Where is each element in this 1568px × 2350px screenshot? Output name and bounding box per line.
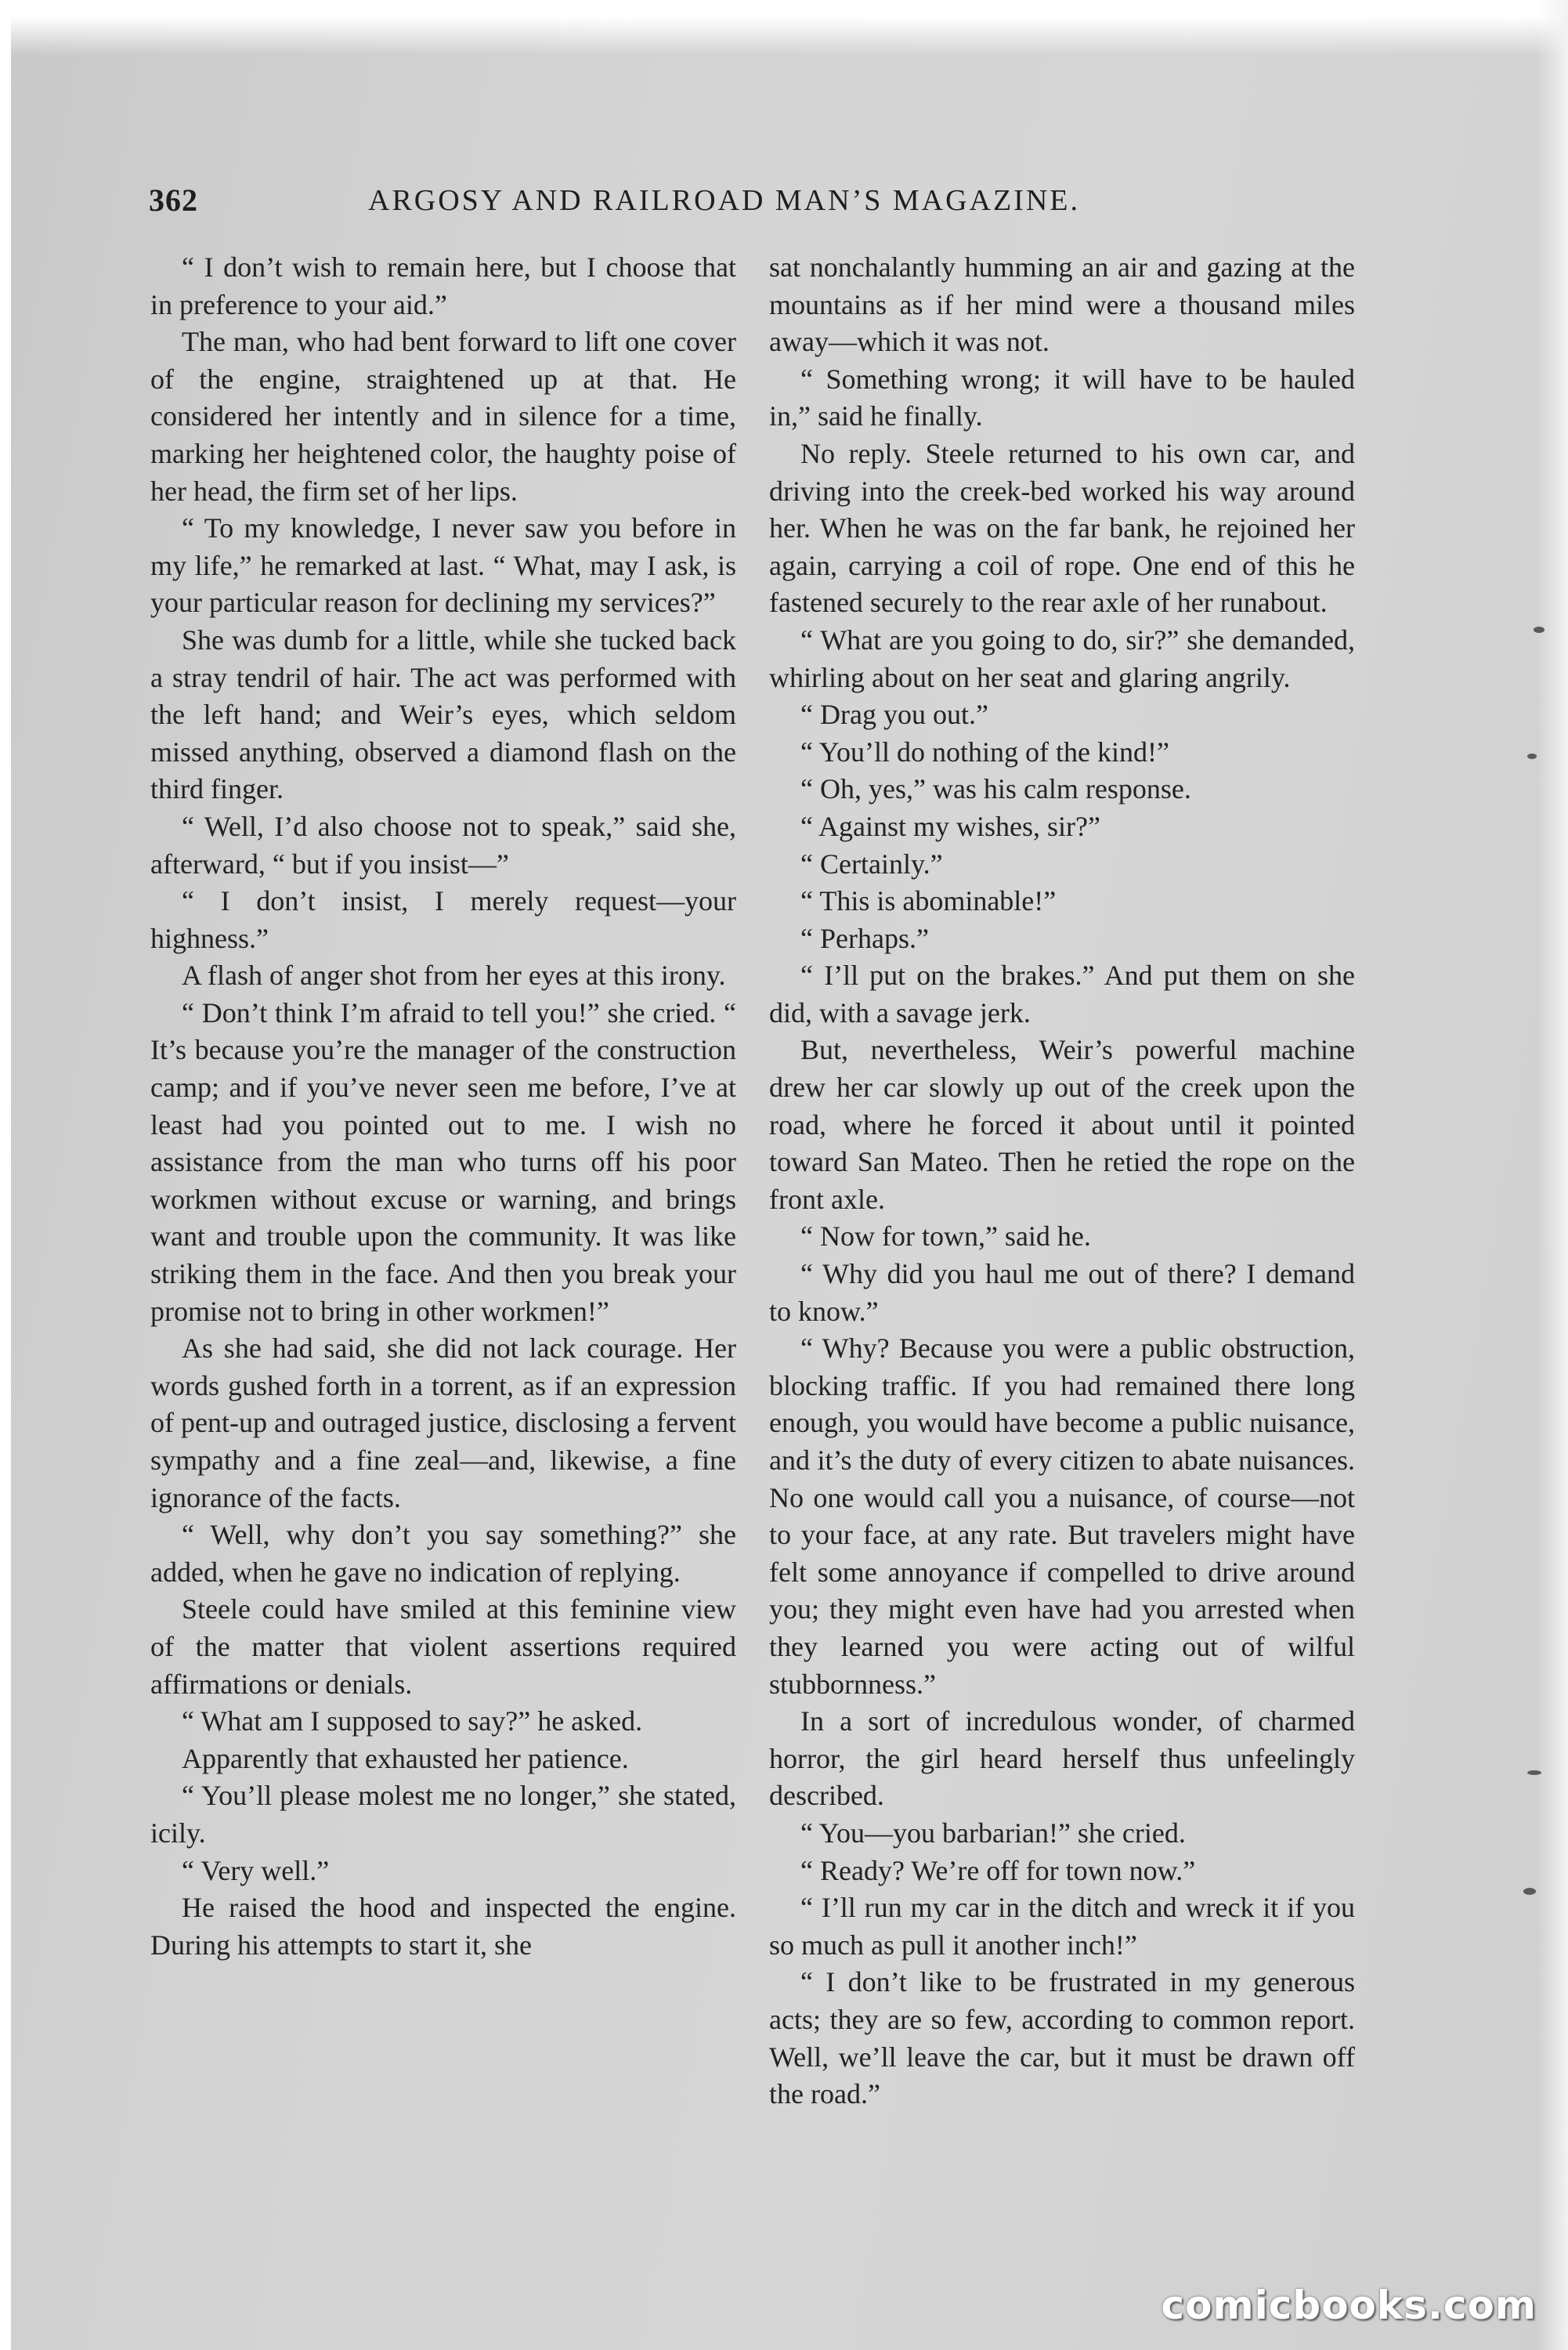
page-number: 362	[149, 183, 198, 218]
paragraph: She was dumb for a little, while she tucked back a stray tendril of hair. The act was performed with the left hand; and Weir’s eyes, which seldom missed anything, observed a diamond flash on the third finger.	[150, 624, 736, 805]
paragraph: “ Don’t think I’m afraid to tell you!” she cried. “ It’s because you’re the manager of the construction camp; and if you’ve never seen me before, I’ve at least had you pointed out to me. I wish no assistance from the man who turns off his poor workmen without excuse or warning, and brings want and trouble upon the community. It was like striking them in the face. And then you break your promise not to bring in other workmen!”	[150, 996, 736, 1327]
page-speck	[1527, 1770, 1541, 1775]
right-column	[769, 249, 1355, 2113]
paragraph: sat nonchalantly humming an air and gazing at the mountains as if her mind were a thousand miles away—which it was not.	[769, 251, 1355, 358]
paragraph: “ You’ll do nothing of the kind!”	[800, 736, 1169, 768]
paragraph: “ I’ll run my car in the ditch and wreck it if you so much as pull it another inch!”	[769, 1892, 1355, 1961]
page-speck	[1523, 1888, 1536, 1895]
paragraph: “ I don’t like to be frustrated in my generous acts; they are so few, according to common report. Well, we’ll leave the car, but it must be drawn off the road.”	[769, 1966, 1355, 2110]
paragraph: “ Oh, yes,” was his calm response.	[800, 773, 1191, 805]
paragraph: “ Well, I’d also choose not to speak,” said she, afterward, “ but if you insist—”	[150, 810, 736, 880]
paragraph: “ Very well.”	[182, 1854, 330, 1886]
paragraph: But, nevertheless, Weir’s powerful machine drew her car slowly up out of the creek upon the road, where he forced it about until it pointed toward San Mateo. Then he retied the rope on the front axle.	[769, 1034, 1355, 1215]
page-header	[149, 182, 1355, 229]
left-column	[150, 249, 736, 1964]
paragraph: “ Drag you out.”	[800, 699, 988, 731]
paragraph: As she had said, she did not lack courage. Her words gushed forth in a torrent, as if an expression of pent-up and outraged justice, disclosing a fervent sympathy and a fine zeal—and, likewise, a fine ignorance of the facts.	[150, 1332, 736, 1513]
paragraph: “ Certainly.”	[800, 848, 943, 880]
paragraph: “ You—you barbarian!” she cried.	[800, 1817, 1186, 1849]
paragraph: “ This is abominable!”	[800, 885, 1057, 917]
site-watermark: comicbooks.com	[1161, 2283, 1537, 2328]
paragraph: “ Against my wishes, sir?”	[800, 810, 1100, 842]
paragraph: “ I’ll put on the brakes.” And put them on she did, with a savage jerk.	[769, 960, 1355, 1029]
paragraph: “ Why? Because you were a public obstruction, blocking traffic. If you had remained there long enough, you would have become a public nuisance, and it’s the duty of every citizen to abate nuisances. No one would call you a nuisance, of course—not to your face, at any rate. But travelers might have felt some annoyance if compelled to drive around you; they might even have had you arrested when they learned you were acting out of wilful stubbornness.”	[769, 1332, 1355, 1700]
paragraph: The man, who had bent forward to lift one cover of the engine, straightened up at that. He considered her intently and in silence for a time, marking her heightened color, the haughty poise of her head, the firm set of her lips.	[150, 326, 736, 507]
paragraph: A flash of anger shot from her eyes at this irony.	[182, 960, 726, 992]
page-left-edge	[0, 0, 11, 2350]
paragraph: In a sort of incredulous wonder, of charmed horror, the girl heard herself thus unfeelingly described.	[769, 1705, 1355, 1812]
paragraph: “ Something wrong; it will have to be hauled in,” said he finally.	[769, 363, 1355, 432]
paragraph: “ To my knowledge, I never saw you before in my life,” he remarked at last. “ What, may I ask, is your particular reason for declining my services?”	[150, 512, 736, 619]
paragraph: “ I don’t wish to remain here, but I choose that in preference to your aid.”	[150, 251, 736, 320]
page-speck	[1527, 754, 1537, 759]
page-right-edge	[1537, 0, 1568, 2350]
paragraph: Apparently that exhausted her patience.	[182, 1742, 629, 1774]
running-head: ARGOSY AND RAILROAD MAN’S MAGAZINE.	[368, 184, 1080, 217]
paragraph: Steele could have smiled at this feminine view of the matter that violent assertions required affirmations or denials.	[150, 1593, 736, 1700]
paragraph: “ Well, why don’t you say something?” she added, when he gave no indication of replying.	[150, 1519, 736, 1588]
page-speck	[1534, 627, 1545, 633]
paragraph: “ Ready? We’re off for town now.”	[800, 1854, 1196, 1886]
paragraph: “ Perhaps.”	[800, 922, 929, 954]
paragraph: He raised the hood and inspected the engine. During his attempts to start it, she	[150, 1892, 736, 1961]
paragraph: “ What am I supposed to say?” he asked.	[182, 1705, 643, 1737]
paragraph: “ You’ll please molest me no longer,” she stated, icily.	[150, 1780, 736, 1849]
paragraph: “ What are you going to do, sir?” she demanded, whirling about on her seat and glaring angrily.	[769, 624, 1355, 693]
paragraph: No reply. Steele returned to his own car, and driving into the creek-bed worked his way around her. When he was on the far bank, he rejoined her again, carrying a coil of rope. One end of this he fastened securely to the rear axle of her runabout.	[769, 437, 1355, 619]
page-top-edge	[0, 0, 1568, 55]
paragraph: “ I don’t insist, I merely request—your highness.”	[150, 885, 736, 954]
paragraph: “ Why did you haul me out of there? I demand to know.”	[769, 1258, 1355, 1327]
paragraph: “ Now for town,” said he.	[800, 1220, 1091, 1253]
